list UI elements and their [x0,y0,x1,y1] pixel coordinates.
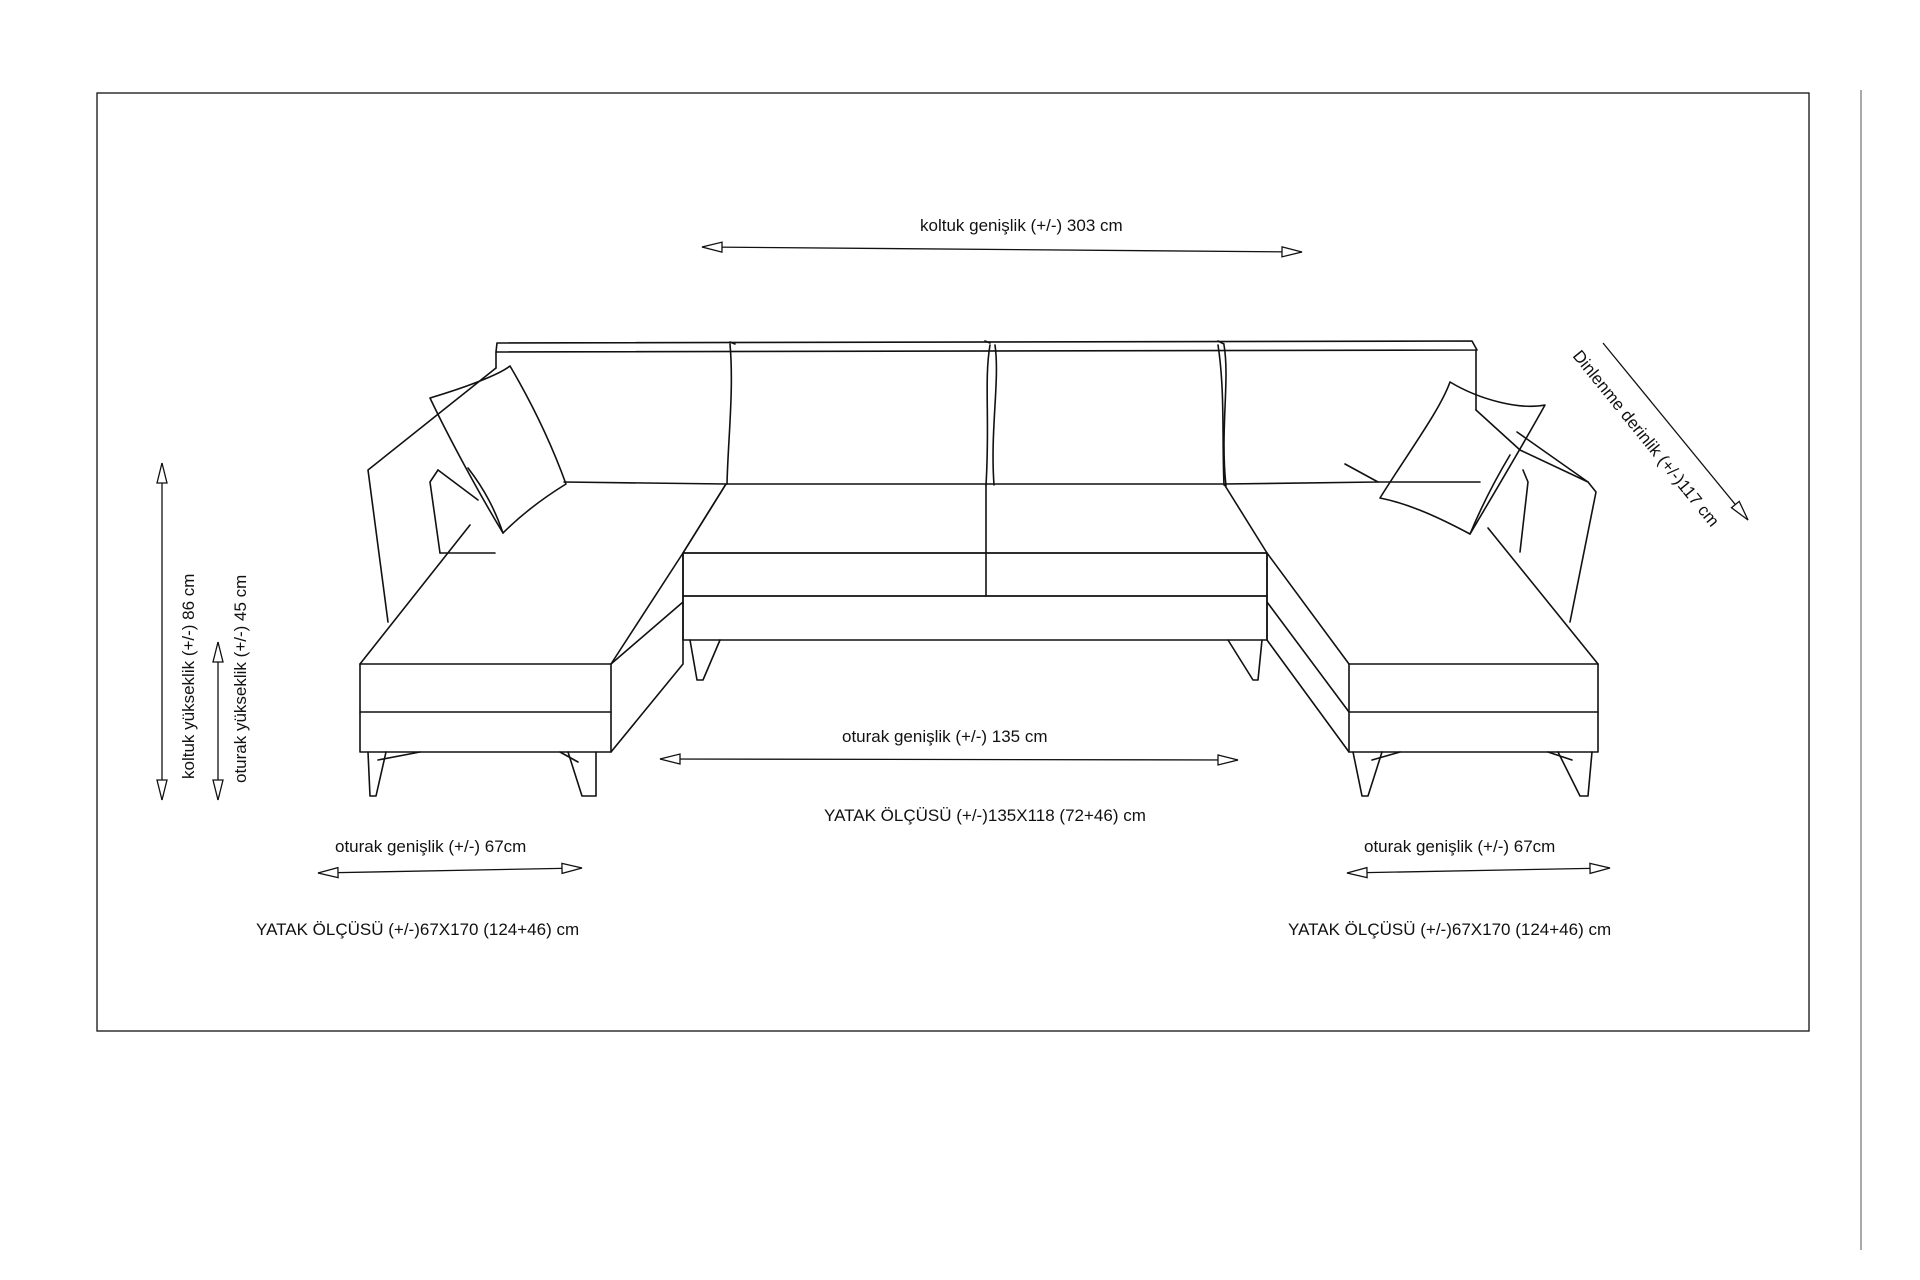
right-width-arrow [1347,868,1610,873]
left-bed-label: YATAK ÖLÇÜSÜ (+/-)67X170 (124+46) cm [256,920,580,939]
center-width-arrow [660,759,1238,760]
rest-depth-label: Dinlenme derinlik (+/-)117 cm [1568,346,1723,531]
total-height-label: koltuk yükseklik (+/-) 86 cm [179,573,198,779]
left-width-label: oturak genişlik (+/-) 67cm [335,837,527,856]
rest-depth-arrow [1603,343,1748,520]
right-bed-label: YATAK ÖLÇÜSÜ (+/-)67X170 (124+46) cm [1288,920,1612,939]
center-width-label: oturak genişlik (+/-) 135 cm [842,727,1048,746]
total-width-arrow [702,247,1302,252]
right-width-label: oturak genişlik (+/-) 67cm [1364,837,1556,856]
left-width-arrow [318,868,582,873]
total-width-label: koltuk genişlik (+/-) 303 cm [920,216,1123,235]
center-bed-label: YATAK ÖLÇÜSÜ (+/-)135X118 (72+46) cm [824,806,1146,825]
seat-height-label: oturak yükseklik (+/-) 45 cm [231,574,250,783]
